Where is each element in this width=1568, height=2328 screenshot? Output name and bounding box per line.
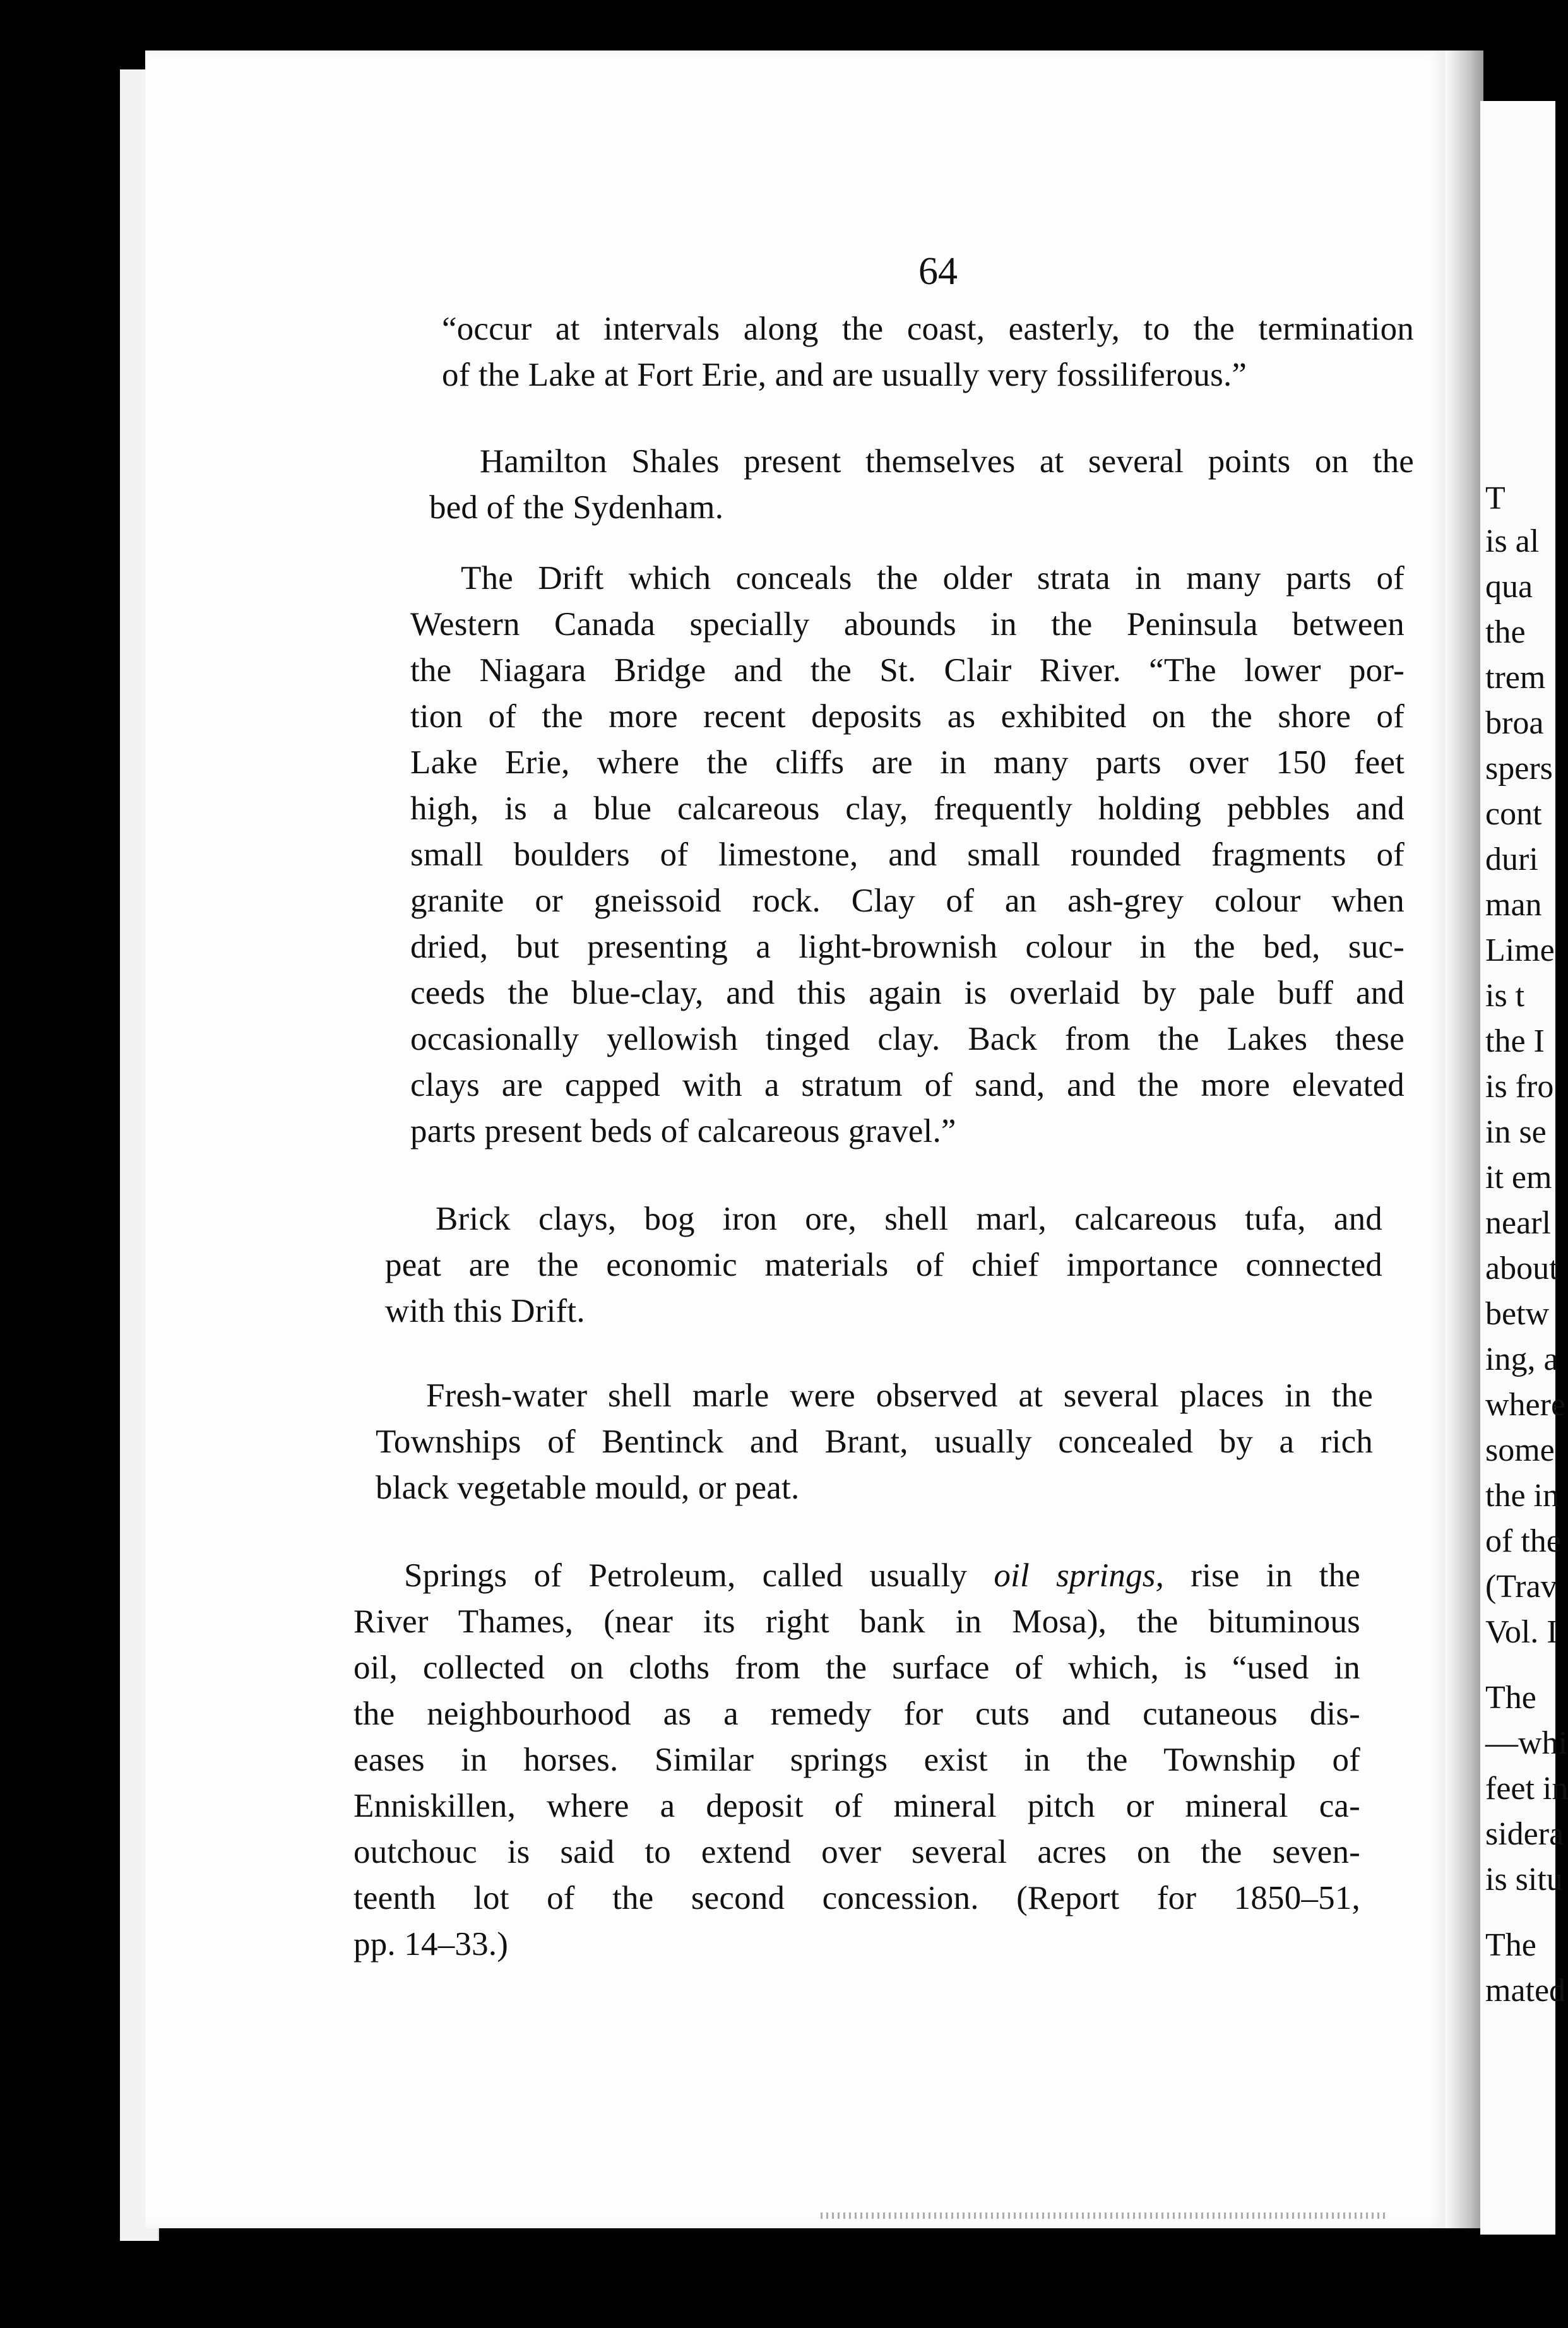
- adjacent-page-fragment: Vol. I: [1485, 1614, 1558, 1650]
- paragraph: [410, 555, 1405, 1155]
- text-line: Hamilton Shales present themselves at several points on the: [480, 443, 1414, 480]
- adjacent-page-fragment: is al: [1485, 523, 1540, 559]
- text-line: The Drift which conceals the older strata in many parts of: [461, 560, 1405, 597]
- scan-background: [0, 0, 126, 2328]
- paragraph: [385, 1196, 1382, 1334]
- adjacent-page: [1480, 101, 1568, 2235]
- adjacent-page-fragment: in se: [1485, 1114, 1547, 1150]
- page-number: 64: [918, 250, 958, 293]
- text-line: of the Lake at Fort Erie, and are usually very fossiliferous.”: [442, 357, 1247, 393]
- text-line: high, is a blue calcareous clay, frequently holding pebbles and: [410, 790, 1405, 827]
- text-run: rise in the: [1164, 1557, 1360, 1594]
- adjacent-page-fragment: is t: [1485, 978, 1525, 1014]
- paragraph: [442, 306, 1414, 398]
- adjacent-page-fragment: spers: [1485, 751, 1553, 787]
- adjacent-page-fragment: mated: [1485, 1973, 1566, 2009]
- adjacent-page-fragment: of the: [1485, 1523, 1561, 1559]
- text-line: bed of the Sydenham.: [429, 489, 724, 526]
- adjacent-page-fragment: nearl: [1485, 1205, 1551, 1241]
- adjacent-page-fragment: feet in: [1485, 1771, 1568, 1807]
- adjacent-page-fragment: sidera: [1485, 1816, 1564, 1852]
- adjacent-page-fragment: man: [1485, 887, 1542, 923]
- adjacent-page-fragment: trem: [1485, 660, 1546, 696]
- paragraph: [376, 1373, 1373, 1511]
- paragraph: [353, 1553, 1360, 1968]
- adjacent-page-fragment: the in: [1485, 1478, 1559, 1514]
- text-line: parts present beds of calcareous gravel.”: [410, 1113, 956, 1149]
- text-line: small boulders of limestone, and small rounded fragments of: [410, 836, 1405, 873]
- adjacent-page-fragment: broa: [1485, 705, 1544, 741]
- adjacent-page-fragment: T: [1485, 480, 1506, 516]
- adjacent-page-fragment: qua: [1485, 569, 1533, 605]
- italic-text: oil springs,: [994, 1557, 1165, 1594]
- text-line: peat are the economic materials of chief importance connected: [385, 1247, 1382, 1283]
- adjacent-page-fragment: betw: [1485, 1296, 1550, 1332]
- text-run: Springs of Petroleum, called usually: [404, 1557, 994, 1594]
- adjacent-page-fragment: some: [1485, 1432, 1555, 1468]
- text-line: Fresh-water shell marle were observed at several places in the: [426, 1377, 1373, 1414]
- adjacent-page-fragment: cont: [1485, 796, 1542, 832]
- text-line: dried, but presenting a light-brownish colour in the bed, suc-: [410, 929, 1405, 965]
- text-line: [353, 1553, 1360, 1599]
- text-line: the neighbourhood as a remedy for cuts and cutaneous dis-: [353, 1696, 1360, 1732]
- adjacent-page-fragment: is situ: [1485, 1862, 1563, 1897]
- text-line: ceeds the blue-clay, and this again is overlaid by pale buff and: [410, 975, 1405, 1011]
- adjacent-page-fragment: is fro: [1485, 1069, 1554, 1105]
- text-line: clays are capped with a stratum of sand, and the more elevated: [410, 1067, 1405, 1103]
- text-line: pp. 14–33.): [353, 1926, 509, 1963]
- book-gutter: [1446, 50, 1483, 2228]
- adjacent-page-fragment: The: [1485, 1680, 1536, 1716]
- adjacent-page-fragment: the: [1485, 614, 1526, 650]
- text-line: with this Drift.: [385, 1293, 585, 1329]
- text-line: occasionally yellowish tinged clay. Back from the Lakes these: [410, 1021, 1405, 1057]
- text-line: Brick clays, bog iron ore, shell marl, calcareous tufa, and: [436, 1201, 1382, 1237]
- text-line: Townships of Bentinck and Brant, usually concealed by a rich: [376, 1423, 1373, 1460]
- text-line: tion of the more recent deposits as exhibited on the shore of: [410, 698, 1405, 735]
- adjacent-page-fragment: duri: [1485, 841, 1538, 877]
- text-line: Lake Erie, where the cliffs are in many parts over 150 feet: [410, 744, 1405, 781]
- adjacent-page-fragment: the I: [1485, 1023, 1545, 1059]
- text-line: River Thames, (near its right bank in Mosa), the bituminous: [353, 1603, 1360, 1640]
- adjacent-page-fragment: Lime: [1485, 932, 1555, 968]
- text-line: “occur at intervals along the coast, easterly, to the termination: [442, 311, 1414, 347]
- scan-artifact: [821, 2212, 1389, 2219]
- adjacent-page-fragment: (Trav: [1485, 1569, 1557, 1605]
- text-line: granite or gneissoid rock. Clay of an ash-grey colour when: [410, 882, 1405, 919]
- text-line: Western Canada specially abounds in the Peninsula between: [410, 606, 1405, 643]
- adjacent-page-fragment: where: [1485, 1387, 1566, 1423]
- text-line: teenth lot of the second concession. (Report for 1850–51,: [353, 1880, 1360, 1916]
- adjacent-page-fragment: ing, a: [1485, 1341, 1559, 1377]
- text-line: Enniskillen, where a deposit of mineral pitch or mineral ca-: [353, 1788, 1360, 1824]
- adjacent-page-fragment: about: [1485, 1250, 1559, 1286]
- paragraph: [429, 439, 1414, 531]
- text-line: eases in horses. Similar springs exist in the Township of: [353, 1742, 1360, 1778]
- text-line: black vegetable mould, or peat.: [376, 1470, 800, 1506]
- text-line: oil, collected on cloths from the surface of which, is “used in: [353, 1649, 1360, 1686]
- text-line: outchouc is said to extend over several acres on the seven-: [353, 1834, 1360, 1870]
- adjacent-page-fragment: —whi: [1485, 1725, 1567, 1761]
- adjacent-page-fragment: The: [1485, 1927, 1536, 1963]
- text-line: the Niagara Bridge and the St. Clair River. “The lower por-: [410, 652, 1405, 689]
- adjacent-page-fragment: it em: [1485, 1160, 1552, 1196]
